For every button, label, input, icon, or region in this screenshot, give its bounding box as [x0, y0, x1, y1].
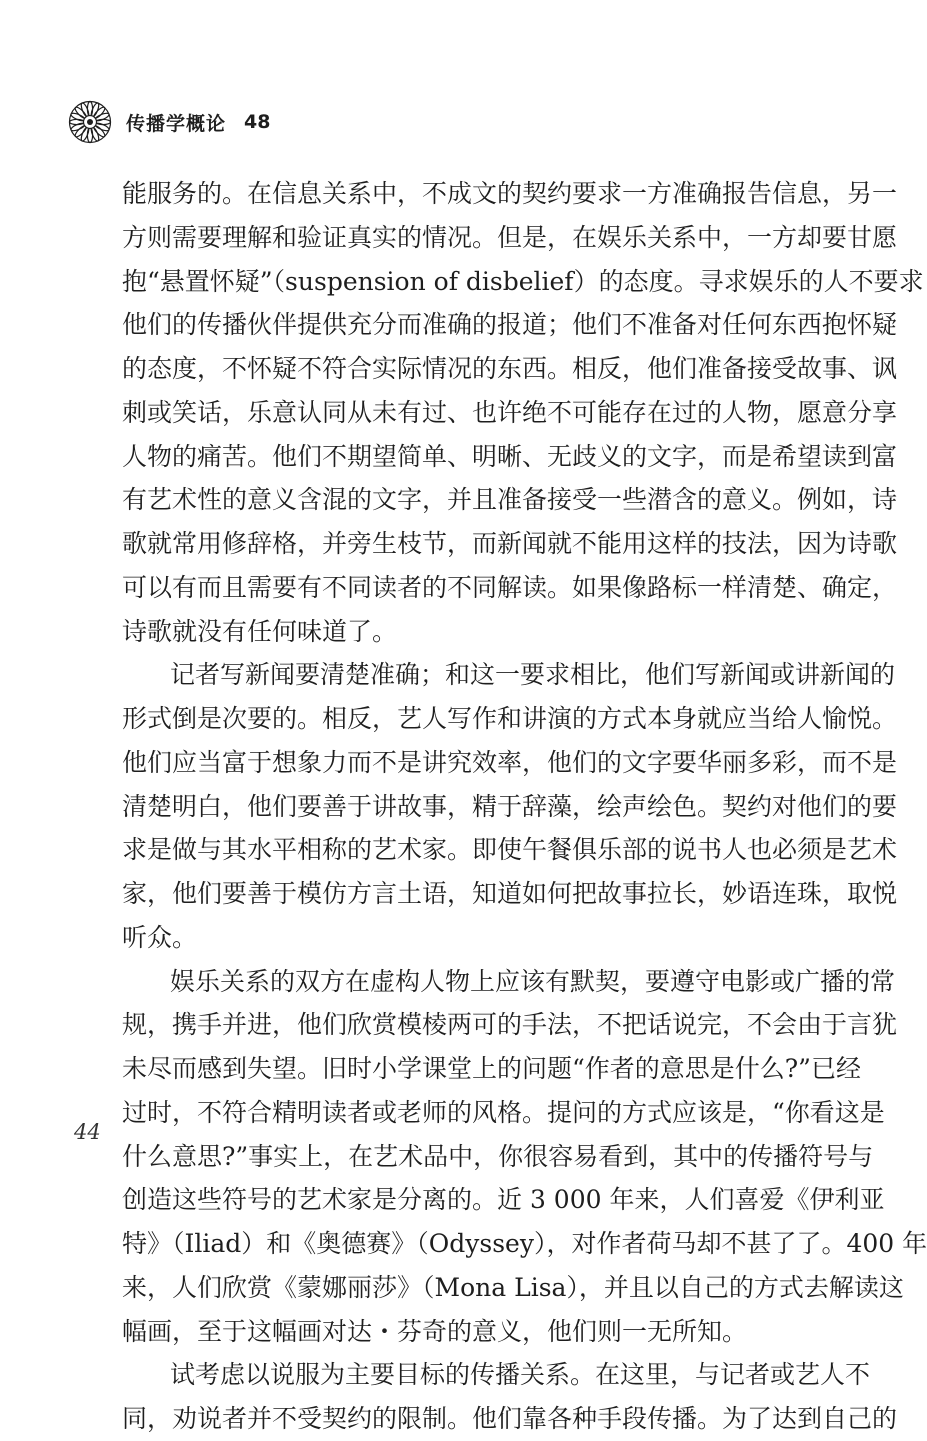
paragraph-first-line: 娱乐关系的双方在虚构人物上应该有默契，要遵守电影或广播的常: [170, 966, 896, 996]
text-line: 形式倒是次要的。相反，艺人写作和讲演的方式本身就应当给人愉悦。: [122, 704, 898, 733]
rosette-icon: [68, 100, 112, 144]
rosette-petal: [87, 128, 92, 143]
text-line: 方则需要理解和验证真实的情况。但是，在娱乐关系中，一方却要甘愿: [122, 222, 898, 252]
paragraph-first-line: 记者写新闻要清楚准确；和这一要求相比，他们写新闻或讲新闻的: [170, 660, 896, 690]
text-line: 抱“悬置怀疑”（suspension of disbelief）的态度。寻求娱乐的人不要求: [122, 266, 924, 296]
text-line: 有艺术性的意义含混的文字，并且准备接受一些潜含的意义。例如，诗: [122, 485, 898, 515]
text-line: 诗歌就没有任何味道了。: [122, 616, 398, 646]
text-line: 同，劝说者并不受契约的限制。他们靠各种手段传播。为了达到自己的: [122, 1404, 898, 1433]
text-line: 他们的传播伙伴提供充分而准确的报道；他们不准备对任何东西抱怀疑: [122, 310, 898, 340]
rosette-petal: [96, 119, 111, 124]
text-line: 能服务的。在信息关系中，不成文的契约要求一方准确报告信息，另一: [122, 179, 898, 208]
text-line: 的态度，不怀疑不符合实际情况的东西。相反，他们准备接受故事、讽: [122, 354, 898, 383]
text-line: 歌就常用修辞格，并旁生枝节，而新闻就不能用这样的技法，因为诗歌: [122, 529, 898, 558]
text-line: 特》（Iliad）和《奥德赛》（Odyssey），对作者荷马却不甚了了。400 年: [122, 1229, 927, 1258]
rosette-petal: [70, 119, 85, 124]
text-line: 刺或笑话，乐意认同从未有过、也许绝不可能存在过的人物，愿意分享: [122, 397, 898, 427]
text-line: 幅画，至于这幅画对达・芬奇的意义，他们则一无所知。: [122, 1316, 748, 1346]
book-title: 传播学概论: [126, 112, 227, 135]
text-line: 求是做与其水平相称的艺术家。即使午餐俱乐部的说书人也必须是艺术: [122, 835, 898, 865]
text-line: 他们应当富于想象力而不是讲究效率，他们的文字要华丽多彩，而不是: [122, 747, 898, 777]
text-line: 过时，不符合精明读者或老师的风格。提问的方式应该是，“你看这是: [122, 1097, 885, 1127]
text-line: 人物的痛苦。他们不期望简单、明晰、无歧义的文字，而是希望读到富: [122, 441, 898, 471]
text-line: 来，人们欣赏《蒙娜丽莎》（Mona Lisa），并且以自己的方式去解读这: [122, 1272, 904, 1302]
text-line: 什么意思?”事实上，在艺术品中，你很容易看到，其中的传播符号与: [122, 1141, 874, 1171]
paragraph-first-line: 试考虑以说服为主要目标的传播关系。在这里，与记者或艺人不: [170, 1360, 871, 1390]
margin-page-number: 44: [74, 1120, 101, 1144]
rosette-petal: [87, 102, 92, 117]
page-number: 48: [244, 111, 271, 133]
text-line: 可以有而且需要有不同读者的不同解读。如果像路标一样清楚、确定，: [122, 572, 898, 602]
text-line: 创造这些符号的艺术家是分离的。近 3 000 年来，人们喜爱《伊利亚: [122, 1185, 885, 1215]
text-line: 未尽而感到失望。旧时小学课堂上的问题“作者的意思是什么?”已经: [122, 1054, 861, 1083]
text-line: 听众。: [122, 922, 198, 952]
text-line: 清楚明白，他们要善于讲故事，精于辞藻，绘声绘色。契约对他们的要: [122, 791, 898, 821]
text-line: 家，他们要善于模仿方言土语，知道如何把故事拉长，妙语连珠，取悦: [122, 879, 898, 908]
body-text: [122, 172, 927, 1441]
page-header: [68, 100, 270, 144]
text-line: 规，携手并进，他们欣赏模棱两可的手法，不把话说完，不会由于言犹: [122, 1010, 898, 1040]
